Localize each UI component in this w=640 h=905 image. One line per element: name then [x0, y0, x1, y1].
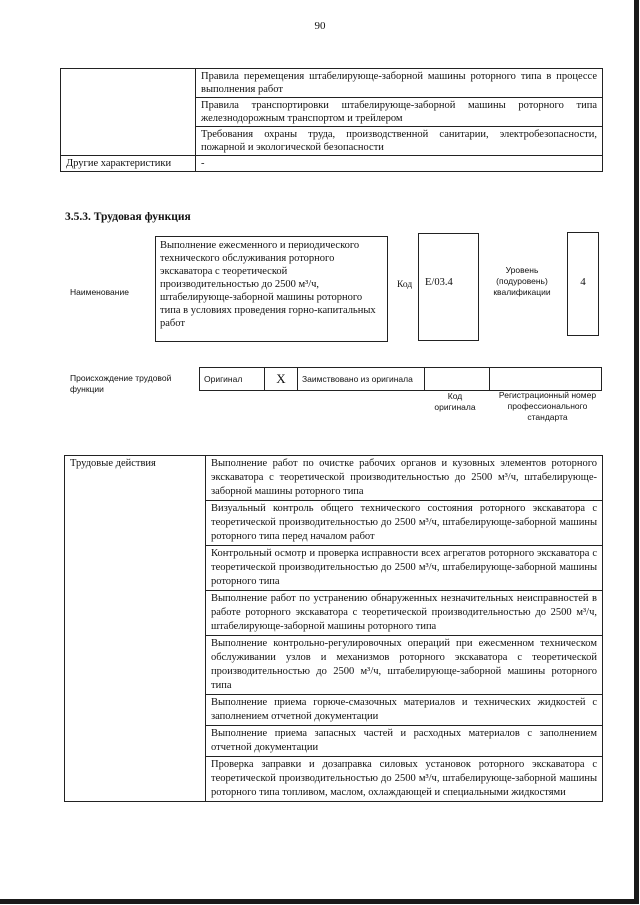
- action-item: Выполнение приема запасных частей и расходных материалов с заполнением отчетной документации: [206, 726, 603, 757]
- registration-label: Регистрационный номер профессионального стандарта: [498, 390, 597, 422]
- action-item: Выполнение работ по очистке рабочих органов и кузовных элементов роторного экскаватора с теоретической производительностью до 2500 м³/ч, штабелирующе-заборной машины роторного типа: [206, 456, 603, 501]
- table-row: [61, 156, 603, 172]
- actions-table: [64, 455, 603, 802]
- action-item: Визуальный контроль общего технического состояния роторного экскаватора с теоретической производительностью до 2500 м³/ч, штабелирующе-заборной машины роторного типа перед началом работ: [206, 501, 603, 546]
- original-label: Оригинал: [200, 368, 265, 391]
- original-mark: [265, 368, 298, 391]
- origin-table: [199, 367, 602, 391]
- code-original-label: Код оригинала: [434, 391, 476, 412]
- table-cell-text: Правила транспортировки штабелирующе-заборной машины роторного типа железнодорожным транспортом и трейлером: [196, 98, 603, 127]
- registration-cell: [490, 368, 602, 391]
- section-heading: 3.5.3. Трудовая функция: [65, 211, 191, 223]
- table-row: [65, 456, 603, 501]
- code-value: E/03.4: [418, 233, 479, 341]
- top-table: [60, 68, 603, 172]
- function-name-box: Выполнение ежесменного и периодического технического обслуживания роторного экскаватора с теоретической производительностью до 2500 м³/ч, штабелирующе-заборной машины роторного типа в условиях проведения горно-капитальных работ: [155, 236, 388, 342]
- table-cell-text: Правила перемещения штабелирующе-заборной машины роторного типа в процессе выполнения работ: [196, 69, 603, 98]
- borrowed-label: Заимствовано из оригинала: [298, 368, 425, 391]
- origin-label-text: Происхождение трудовой функции: [70, 373, 172, 394]
- table-row: [200, 368, 602, 391]
- code-label: Код: [397, 280, 413, 290]
- actions-label: Трудовые действия: [65, 456, 206, 802]
- table-row: [61, 69, 603, 98]
- code-original-cell: [425, 368, 490, 391]
- page-number: 90: [314, 20, 326, 32]
- action-item: Выполнение контрольно-регулировочных операций при ежесменном техническом обслуживании узлов и механизмов роторного экскаватора с теоретической производительностью до 2500 м³/ч, штабелирующе-заборной машины роторного типа: [206, 636, 603, 695]
- table-cell-label: Другие характеристики: [61, 156, 196, 172]
- level-value: 4: [567, 232, 599, 336]
- name-label: Наименование: [70, 287, 129, 297]
- table-cell-text: Требования охраны труда, производственной санитарии, электробезопасности, пожарной и экологической безопасности: [196, 127, 603, 156]
- origin-label: [70, 373, 195, 395]
- action-item: Выполнение приема горюче-смазочных материалов и технических жидкостей с заполнением отчетной документации: [206, 695, 603, 726]
- action-item: Проверка заправки и дозаправка силовых установок роторного экскаватора с теоретической производительностью до 2500 м³/ч, штабелирующе-заборной машины роторного типа топливом, маслом, охлаждающей и специальными жидкостями: [206, 757, 603, 802]
- table-cell-empty: [61, 69, 196, 156]
- action-item: Выполнение работ по устранению обнаруженных незначительных неисправностей в работе роторного экскаватора с теоретической производительностью до 2500 м³/ч, штабелирующе-заборной машины роторного типа: [206, 591, 603, 636]
- action-item: Контрольный осмотр и проверка исправности всех агрегатов роторного экскаватора с теоретической производительностью до 2500 м³/ч, штабелирующе-заборной машины роторного типа: [206, 546, 603, 591]
- table-cell-text: -: [196, 156, 603, 172]
- level-label: Уровень (подуровень) квалификации: [493, 265, 551, 297]
- x-mark: X: [276, 371, 286, 386]
